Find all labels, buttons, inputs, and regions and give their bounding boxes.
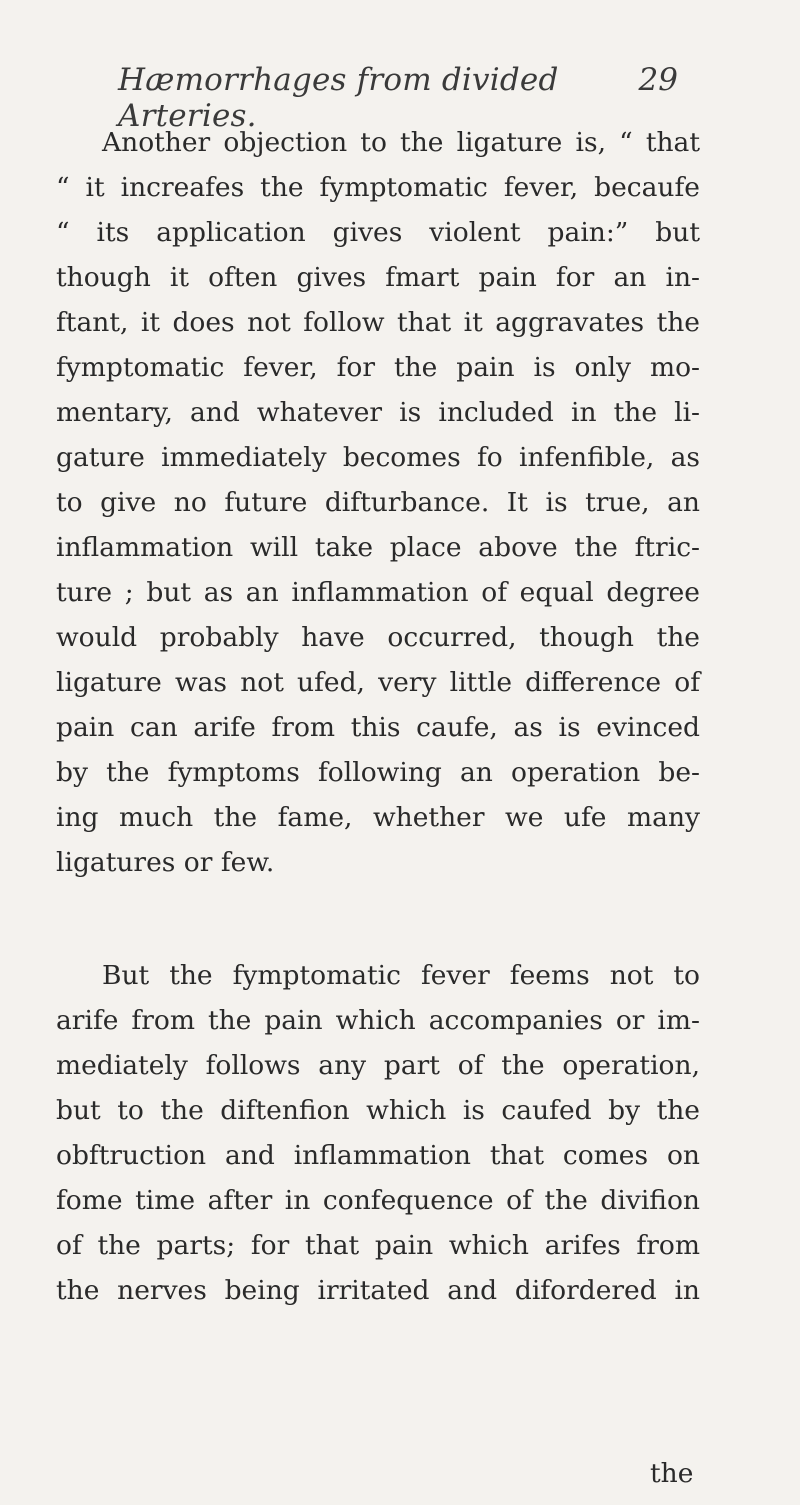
text-line: ligatures or few. [56, 847, 275, 878]
running-title: Hæmorrhages from divided Arteries. [118, 62, 559, 134]
running-head [118, 62, 678, 134]
text-line: but to the diftenfion which is caufed by the [56, 1095, 700, 1126]
text-line: mediately follows any part of the operation, [56, 1050, 700, 1081]
text-line: Another objection to the ligature is, “ that [102, 127, 700, 158]
paragraph-gap [56, 885, 700, 953]
text-line: fymptomatic fever, for the pain is only mo- [56, 352, 700, 383]
text-line: ing much the fame, whether we ufe many [56, 802, 700, 833]
text-line: ftant, it does not follow that it aggravates the [56, 307, 700, 338]
paragraph-2 [56, 953, 700, 1313]
text-line: would probably have occurred, though the [56, 622, 700, 653]
text-line: of the parts; for that pain which arifes from [56, 1230, 700, 1261]
text-line: “ it increafes the fymptomatic fever, becaufe [56, 172, 700, 203]
paragraph-1 [56, 120, 700, 885]
catchword: the [650, 1458, 694, 1489]
text-line: pain can arife from this caufe, as is evinced [56, 712, 700, 743]
text-line: inflammation will take place above the ftric- [56, 532, 700, 563]
text-line: fome time after in confequence of the divifion [56, 1185, 700, 1216]
text-line: ture ; but as an inflammation of equal degree [56, 577, 700, 608]
text-line: mentary, and whatever is included in the li- [56, 397, 700, 428]
text-line: arife from the pain which accompanies or im- [56, 1005, 700, 1036]
text-line: to give no future difturbance. It is true, an [56, 487, 700, 518]
page-number: 29 [638, 62, 678, 98]
text-line: But the fymptomatic fever feems not to [102, 960, 700, 991]
text-line: gature immediately becomes fo infenfible, as [56, 442, 700, 473]
text-line: ligature was not ufed, very little difference of [56, 667, 700, 698]
body-text [56, 120, 700, 1313]
text-line: obftruction and inflammation that comes on [56, 1140, 700, 1171]
text-line: “ its application gives violent pain:” but [56, 217, 700, 248]
text-line: by the fymptoms following an operation be- [56, 757, 700, 788]
text-line: though it often gives fmart pain for an in- [56, 262, 700, 293]
text-line: the nerves being irritated and difordered in [56, 1275, 700, 1306]
